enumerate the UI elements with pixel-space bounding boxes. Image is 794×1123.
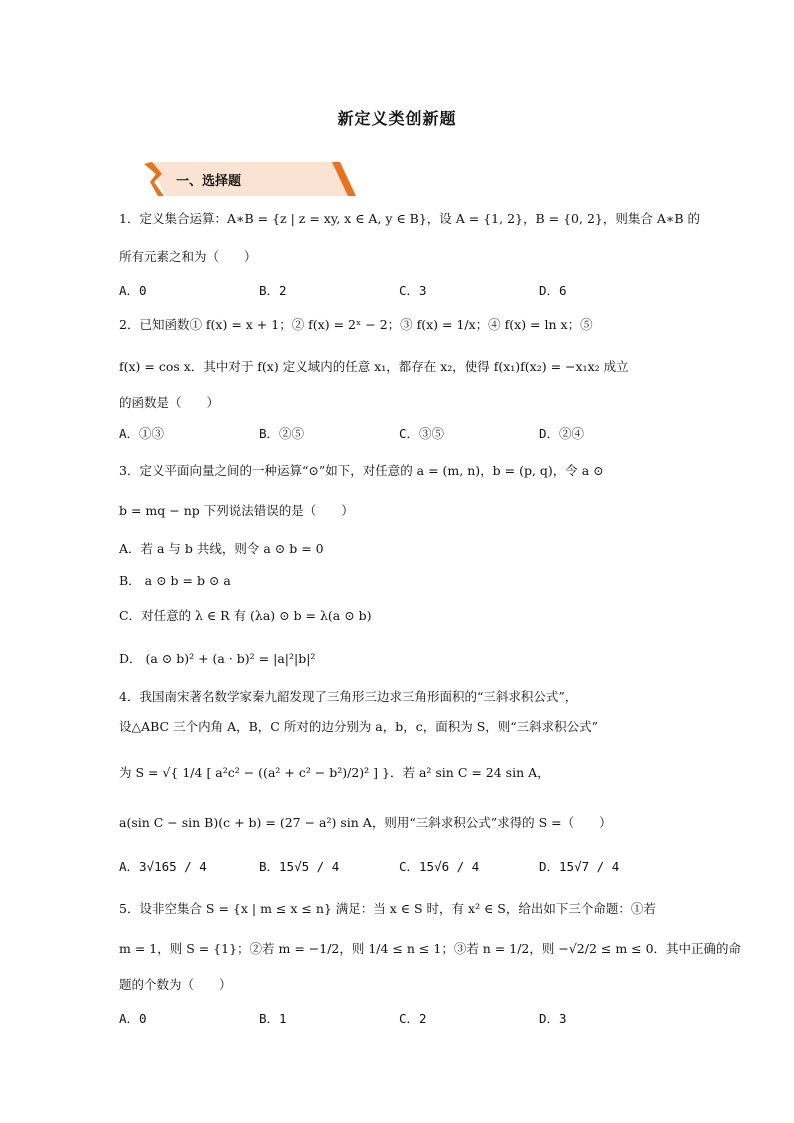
q3-option-c: C．对任意的 λ ∈ R 有 (λa) ⊙ b = λ(a ⊙ b)	[119, 608, 372, 623]
q3-option-b: B． a ⊙ b = b ⊙ a	[119, 573, 231, 588]
section-label: 一、选择题	[176, 174, 242, 189]
q3-option-a: A．若 a 与 b 共线，则令 a ⊙ b = 0	[119, 541, 324, 556]
q3-stem-line1: 3．定义平面向量之间的一种运算“⊙”如下，对任意的 a = (m, n)，b = (p, q)，令 a ⊙	[119, 463, 604, 478]
q2-stem-line3: 的函数是（ ）	[119, 395, 220, 410]
q2-stem-line2: f(x) = cos x．其中对于 f(x) 定义域内的任意 x₁，都存在 x₂，使得 f(x₁)f(x₂) = −x₁x₂ 成立	[119, 359, 629, 374]
q4-option-d: D．15√7 / 4	[539, 859, 620, 874]
q1-option-d: D．6	[539, 283, 567, 298]
q1-option-a: A．0	[119, 283, 147, 298]
q2-option-a: A．①③	[119, 426, 165, 441]
q1-stem-line1: 1．定义集合运算：A∗B = {z | z = xy, x ∈ A, y ∈ B}，设 A = {1, 2}，B = {0, 2}，则集合 A∗B 的	[119, 211, 701, 226]
q4-stem-line1: 4．我国南宋著名数学家秦九韶发现了三角形三边求三角形面积的“三斜求积公式”，	[119, 689, 578, 704]
q1-option-c: C．3	[399, 283, 427, 298]
q5-option-c: C．2	[399, 1011, 427, 1026]
q5-option-a: A．0	[119, 1011, 147, 1026]
q2-option-d: D．②④	[539, 426, 585, 441]
q4-formula-line: 为 S = √{ 1/4 [ a²c² − ((a² + c² − b²)/2)² ] }．若 a² sin C = 24 sin A，	[119, 765, 550, 780]
q5-stem-line3: 题的个数为（ ）	[119, 977, 232, 992]
q4-option-c: C．15√6 / 4	[399, 859, 480, 874]
q4-option-a: A．3√165 / 4	[119, 859, 207, 874]
page-title: 新定义类创新题	[337, 109, 457, 128]
q3-option-d: D． (a ⊙ b)² + (a · b)² = |a|²|b|²	[119, 651, 316, 666]
q2-option-b: B．②⑤	[259, 426, 305, 441]
section-banner	[142, 160, 356, 198]
q5-option-b: B．1	[259, 1011, 287, 1026]
q1-option-b: B．2	[259, 283, 287, 298]
q4-stem-line2: 设△ABC 三个内角 A，B，C 所对的边分别为 a，b，c，面积为 S，则“三斜求积公式”	[119, 719, 599, 734]
q5-stem-line1: 5．设非空集合 S = {x | m ≤ x ≤ n} 满足：当 x ∈ S 时，有 x² ∈ S，给出如下三个命题：①若	[119, 901, 656, 916]
q5-stem-line2: m = 1，则 S = {1}；②若 m = −1/2，则 1/4 ≤ n ≤ 1；③若 n = 1/2，则 −√2/2 ≤ m ≤ 0．其中正确的命	[119, 941, 742, 956]
q2-option-c: C．③⑤	[399, 426, 445, 441]
q2-stem-line1: 2．已知函数① f(x) = x + 1；② f(x) = 2ˣ − 2；③ f(x) = 1/x；④ f(x) = ln x；⑤	[119, 317, 593, 332]
banner-shape	[142, 160, 356, 198]
q1-stem-line2: 所有元素之和为（ ）	[119, 249, 257, 264]
q4-option-b: B．15√5 / 4	[259, 859, 340, 874]
q4-stem-line4: a(sin C − sin B)(c + b) = (27 − a²) sin A，则用“三斜求积公式”求得的 S =（ ）	[119, 815, 612, 830]
q5-option-d: D．3	[539, 1011, 567, 1026]
q3-stem-line2: b = mq − np 下列说法错误的是（ ）	[119, 503, 354, 518]
